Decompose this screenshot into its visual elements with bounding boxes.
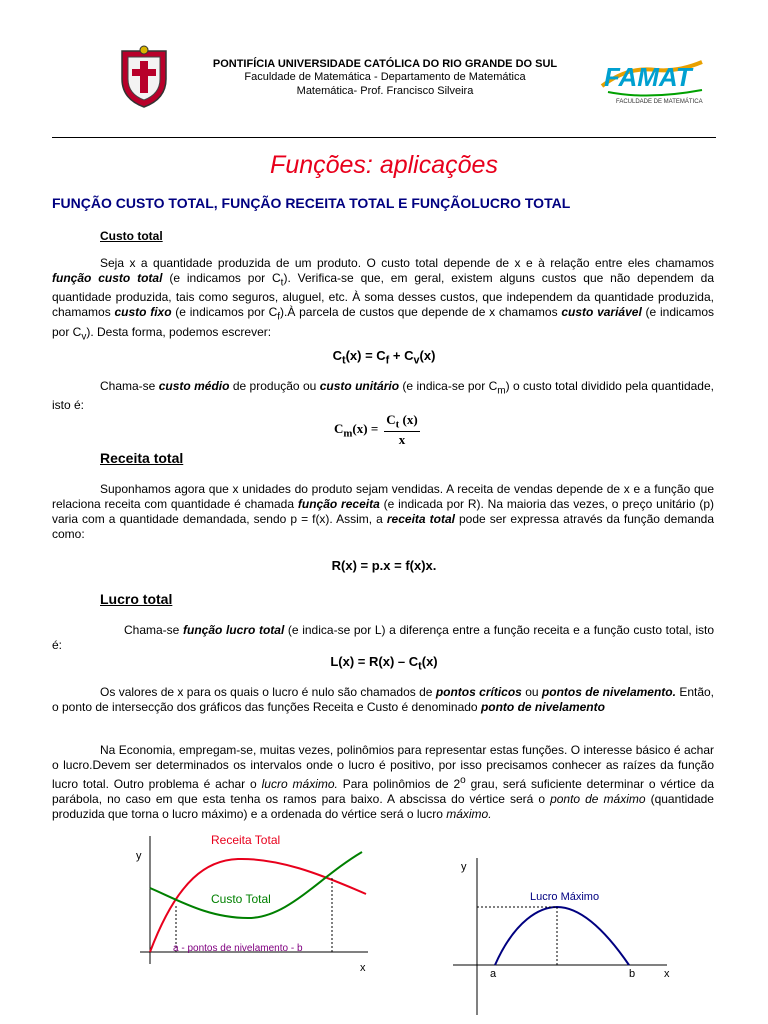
graph1-y-label: y xyxy=(136,850,142,862)
custo-label: Custo Total xyxy=(211,892,271,906)
graph2-x-label: x xyxy=(664,968,670,980)
custo-paragraph: Seja x a quantidade produzida de um produto. O custo total depende de x e à relação entre eles chamamos função custo total (e indicamos por $C_t$). Verifica-se que, em geral, existem alguns custos que não dependem da quantidade produzida, tais como seguros, aluguel, etc. À soma desses custos, que independem da quantidade produzida, chamamos custo fixo (e indicamos por $C_f).À$ parcela de custos que depende de x chamamos custo variável (e indicamos por $C_v$). Desta forma, podemos escrever: xyxy=(52,256,715,343)
lucro-formula: $L(x) = R(x) - C_t(x)$ xyxy=(330,654,438,673)
economia-paragraph: Na Economia, empregam-se, muitas vezes, polinômios para representar estas funções. O interesse básico é achar o lucro.Devem ser determinados os intervalos onde o lucro é positivo, por isso precisamos conhecer as raízes da função lucro total. Outro problema é achar o lucro máximo. Para polinômios de 2$^o$ grau, será suficiente determinar o vértice da parábola, no caso em que esta tenha os ramos para baixo. A abscissa do vértice será o ponto de máximo (quantidade produzida que torna o lucro máximo) e a ordenada do vértice será o lucro máximo. xyxy=(52,743,714,821)
lucro-heading: Lucro total xyxy=(100,591,173,607)
lucro-parabola xyxy=(495,907,629,965)
receita-formula: R(x) = p.x = f(x)x. xyxy=(331,558,437,573)
custo-curve xyxy=(150,852,362,918)
pontos-criticos-paragraph: Os valores de x para os quais o lucro é nulo são chamados de pontos críticos ou pontos de nivelamento. Então, o ponto de intersecção dos gráficos das funções Receita e Custo é denominado ponto de nivelamento xyxy=(52,685,715,714)
receita-heading: Receita total xyxy=(100,450,184,466)
university-name: PONTIFÍCIA UNIVERSIDADE CATÓLICA DO RIO GRANDE DO SUL xyxy=(212,58,558,70)
lucro-paragraph: Chama-se função lucro total (e indica-se por L) a diferença entre a função receita e a função custo total, isto é: xyxy=(52,623,715,652)
page-title: Funções: aplicações xyxy=(270,151,498,179)
famat-logo-subtitle: FACULDADE DE MATEMÁTICA xyxy=(616,99,703,105)
header-divider xyxy=(52,137,716,138)
graph2-a-label: a xyxy=(490,968,497,980)
custo-medio-formula: $C_m(x)$ = $\frac{C_t (x)}{x}$ xyxy=(334,412,418,447)
custo-heading: Custo total xyxy=(100,229,163,243)
faculty-name: Faculdade de Matemática - Departamento de Matemática xyxy=(244,71,526,83)
receita-label: Receita Total xyxy=(211,833,281,847)
receita-custo-graph xyxy=(118,828,388,978)
nivel-label: a - pontos de nivelamento - b xyxy=(173,943,303,954)
receita-paragraph: Suponhamos agora que x unidades do produto sejam vendidas. A receita de vendas depende de x e a função que relaciona receita com quantidade é chamada função receita (e indicada por R). Na maioria das vezes, o preço unitário (p) varia com a quantidade demandada, sendo p = f(x). Assim, a receita total pode ser expressa através da função demanda como: xyxy=(52,482,715,541)
famat-logo-text: FAMAT xyxy=(604,62,692,92)
famat-logo xyxy=(598,56,708,106)
main-heading: FUNÇÃO CUSTO TOTAL, FUNÇÃO RECEITA TOTAL E FUNÇÃOLUCRO TOTAL xyxy=(52,195,571,211)
lucro-maximo-graph xyxy=(445,850,685,1020)
lucro-max-label: Lucro Máximo xyxy=(530,891,600,903)
custo-medio-paragraph: Chama-se custo médio de produção ou custo unitário (e indica-se por $C_m$) o custo total dividido pela quantidade, isto é: xyxy=(52,379,714,413)
graph1-x-label: x xyxy=(360,962,366,974)
university-crest-logo xyxy=(118,45,170,109)
graph2-b-label: b xyxy=(629,968,636,980)
graph2-y-label: y xyxy=(461,861,467,873)
professor-name: Matemática- Prof. Francisco Silveira xyxy=(296,85,474,97)
custo-total-formula: $C_t(x) = C_f + C_v(x)$ xyxy=(332,348,436,367)
